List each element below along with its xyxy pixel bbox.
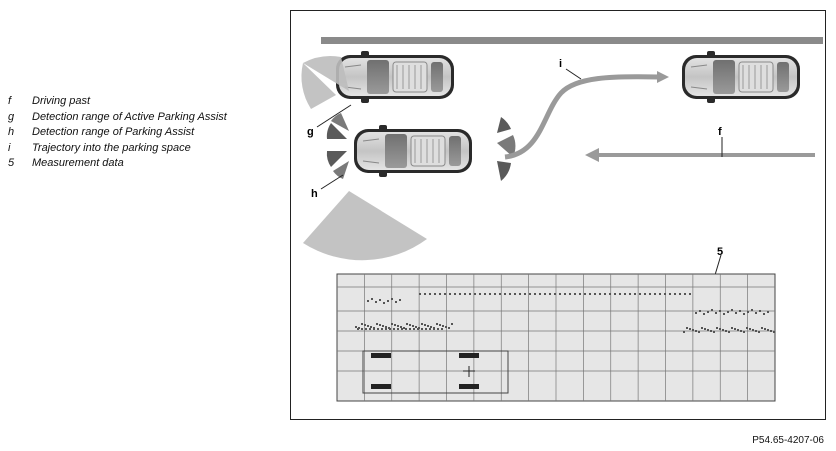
driving-past-arrow bbox=[585, 148, 599, 162]
label-5: 5 bbox=[717, 246, 724, 258]
measurement-point bbox=[654, 293, 656, 295]
measurement-point bbox=[405, 328, 407, 330]
measurement-point bbox=[469, 293, 471, 295]
measurement-point bbox=[424, 293, 426, 295]
measurement-point bbox=[711, 309, 713, 311]
measurement-point bbox=[759, 310, 761, 312]
measurement-point bbox=[433, 328, 435, 330]
measurement-point bbox=[731, 309, 733, 311]
measurement-point bbox=[434, 293, 436, 295]
measurement-point bbox=[361, 328, 363, 330]
measurement-point bbox=[604, 293, 606, 295]
leader-line-5 bbox=[715, 255, 721, 275]
active-car bbox=[354, 125, 472, 177]
measurement-point bbox=[695, 312, 697, 314]
legend-item-g bbox=[8, 110, 227, 126]
measurement-point bbox=[679, 293, 681, 295]
measurement-point bbox=[415, 326, 417, 328]
measurement-point bbox=[367, 300, 369, 302]
measurement-point bbox=[559, 293, 561, 295]
measurement-point bbox=[699, 310, 701, 312]
measurement-point bbox=[747, 311, 749, 313]
legend bbox=[8, 94, 227, 172]
measurement-point bbox=[644, 293, 646, 295]
measurement-point bbox=[439, 324, 441, 326]
measurement-point bbox=[695, 330, 697, 332]
measurement-point bbox=[382, 325, 384, 327]
measurement-point bbox=[761, 327, 763, 329]
measurement-point bbox=[707, 329, 709, 331]
measurement-point bbox=[698, 331, 700, 333]
measurement-point bbox=[409, 324, 411, 326]
measurement-point bbox=[704, 328, 706, 330]
measurement-point bbox=[381, 328, 383, 330]
label-f: f bbox=[718, 126, 722, 138]
measurement-point bbox=[692, 329, 694, 331]
curb bbox=[321, 37, 823, 44]
measurement-point bbox=[417, 328, 419, 330]
measurement-point bbox=[401, 328, 403, 330]
legend-key: f bbox=[8, 95, 12, 107]
leader-line-h bbox=[321, 175, 343, 189]
measurement-point bbox=[389, 328, 391, 330]
measurement-point bbox=[713, 331, 715, 333]
measurement-point bbox=[715, 312, 717, 314]
measurement-point bbox=[427, 325, 429, 327]
measurement-point bbox=[684, 293, 686, 295]
label-g: g bbox=[307, 126, 314, 138]
measurement-point bbox=[464, 293, 466, 295]
measurement-point bbox=[385, 328, 387, 330]
measurement-point bbox=[746, 327, 748, 329]
measurement-point bbox=[437, 328, 439, 330]
measurement-point bbox=[394, 324, 396, 326]
measurement-point bbox=[599, 293, 601, 295]
measurement-point bbox=[544, 293, 546, 295]
measurement-point bbox=[395, 301, 397, 303]
legend-text: Driving past bbox=[32, 95, 91, 107]
measurement-point bbox=[499, 293, 501, 295]
measurement-point bbox=[397, 328, 399, 330]
measurement-point bbox=[649, 293, 651, 295]
measurement-point bbox=[758, 331, 760, 333]
measurement-point bbox=[413, 328, 415, 330]
measurement-point bbox=[361, 323, 363, 325]
measurement-point bbox=[534, 293, 536, 295]
legend-key: i bbox=[8, 141, 11, 154]
measurement-point bbox=[424, 324, 426, 326]
parking-illustration bbox=[291, 11, 826, 420]
trajectory-arrow bbox=[657, 71, 669, 83]
measurement-point bbox=[554, 293, 556, 295]
measurement-point bbox=[629, 293, 631, 295]
parked-car-rear bbox=[682, 51, 800, 103]
measurement-point bbox=[383, 302, 385, 304]
legend-item-h bbox=[8, 125, 227, 141]
measurement-point bbox=[406, 323, 408, 325]
measurement-point bbox=[421, 323, 423, 325]
detection-range-g-lower bbox=[303, 191, 427, 260]
measurement-point bbox=[743, 331, 745, 333]
measurement-point bbox=[767, 311, 769, 313]
measurement-point bbox=[367, 325, 369, 327]
measurement-point bbox=[609, 293, 611, 295]
measurement-point bbox=[445, 326, 447, 328]
wheel-marker bbox=[371, 384, 391, 389]
measurement-point bbox=[584, 293, 586, 295]
measurement-point bbox=[725, 330, 727, 332]
measurement-point bbox=[393, 328, 395, 330]
measurement-point bbox=[419, 293, 421, 295]
measurement-point bbox=[429, 328, 431, 330]
legend-text: Detection range of Parking Assist bbox=[32, 126, 195, 138]
measurement-point bbox=[735, 312, 737, 314]
measurement-point bbox=[686, 327, 688, 329]
measurement-point bbox=[624, 293, 626, 295]
measurement-point bbox=[379, 324, 381, 326]
measurement-point bbox=[400, 326, 402, 328]
measurement-point bbox=[589, 293, 591, 295]
measurement-point bbox=[737, 329, 739, 331]
measurement-point bbox=[539, 293, 541, 295]
measurement-point bbox=[659, 293, 661, 295]
measurement-point bbox=[749, 328, 751, 330]
measurement-point bbox=[689, 328, 691, 330]
measurement-point bbox=[569, 293, 571, 295]
measurement-point bbox=[391, 323, 393, 325]
measurement-point bbox=[773, 331, 775, 333]
measurement-point bbox=[701, 327, 703, 329]
measurement-point bbox=[371, 298, 373, 300]
measurement-point bbox=[376, 323, 378, 325]
measurement-point bbox=[703, 313, 705, 315]
wheel-marker bbox=[459, 384, 479, 389]
measurement-point bbox=[397, 325, 399, 327]
measurement-point bbox=[454, 293, 456, 295]
measurement-point bbox=[369, 328, 371, 330]
measurement-point bbox=[549, 293, 551, 295]
measurement-point bbox=[519, 293, 521, 295]
legend-text: Detection range of Active Parking Assist bbox=[32, 110, 227, 123]
measurement-point bbox=[524, 293, 526, 295]
measurement-point bbox=[719, 310, 721, 312]
parked-car-front bbox=[336, 51, 454, 103]
figure-id: P54.65-4207-06 bbox=[752, 435, 824, 446]
measurement-point bbox=[421, 328, 423, 330]
measurement-point bbox=[664, 293, 666, 295]
measurement-point bbox=[391, 298, 393, 300]
label-i: i bbox=[559, 58, 563, 70]
measurement-point bbox=[529, 293, 531, 295]
measurement-point bbox=[459, 293, 461, 295]
measurement-point bbox=[683, 331, 685, 333]
measurement-point bbox=[614, 293, 616, 295]
measurement-point bbox=[425, 328, 427, 330]
measurement-point bbox=[764, 328, 766, 330]
measurement-point bbox=[509, 293, 511, 295]
measurement-point bbox=[669, 293, 671, 295]
measurement-point bbox=[451, 323, 453, 325]
measurement-point bbox=[494, 293, 496, 295]
measurement-point bbox=[734, 328, 736, 330]
measurement-point bbox=[441, 328, 443, 330]
measurement-point bbox=[370, 326, 372, 328]
legend-item-f bbox=[8, 94, 227, 110]
measurement-point bbox=[489, 293, 491, 295]
measurement-point bbox=[752, 329, 754, 331]
measurement-point bbox=[743, 313, 745, 315]
measurement-point bbox=[355, 326, 357, 328]
measurement-point bbox=[429, 293, 431, 295]
measurement-point bbox=[739, 310, 741, 312]
measurement-point bbox=[755, 312, 757, 314]
measurement-point bbox=[412, 325, 414, 327]
measurement-point bbox=[770, 330, 772, 332]
measurement-point bbox=[728, 331, 730, 333]
measurement-point bbox=[719, 328, 721, 330]
measurement-point bbox=[767, 329, 769, 331]
measurement-point bbox=[707, 311, 709, 313]
measurement-point bbox=[674, 293, 676, 295]
wheel-marker bbox=[459, 353, 479, 358]
legend-text: Trajectory into the parking space bbox=[32, 141, 191, 154]
measurement-point bbox=[484, 293, 486, 295]
measurement-point bbox=[594, 293, 596, 295]
measurement-point bbox=[439, 293, 441, 295]
measurement-point bbox=[751, 309, 753, 311]
measurement-point bbox=[727, 311, 729, 313]
measurement-point bbox=[579, 293, 581, 295]
measurement-point bbox=[399, 299, 401, 301]
measurement-point bbox=[755, 330, 757, 332]
measurement-point bbox=[375, 301, 377, 303]
measurement-point bbox=[574, 293, 576, 295]
measurement-point bbox=[409, 328, 411, 330]
legend-key: h bbox=[8, 126, 15, 138]
wheel-marker bbox=[371, 353, 391, 358]
measurement-point bbox=[716, 327, 718, 329]
measurement-point bbox=[385, 326, 387, 328]
legend-item-5 bbox=[8, 156, 227, 172]
trajectory-line bbox=[505, 77, 659, 157]
measurement-point bbox=[365, 328, 367, 330]
label-h: h bbox=[311, 188, 318, 200]
measurement-point bbox=[723, 313, 725, 315]
measurement-point bbox=[430, 326, 432, 328]
measurement-point bbox=[364, 324, 366, 326]
measurement-point bbox=[444, 293, 446, 295]
leader-line-i bbox=[566, 69, 581, 79]
measurement-point bbox=[479, 293, 481, 295]
legend-item-i bbox=[8, 141, 227, 157]
measurement-point bbox=[449, 293, 451, 295]
measurement-point bbox=[619, 293, 621, 295]
measurement-point bbox=[448, 327, 450, 329]
measurement-point bbox=[564, 293, 566, 295]
measurement-point bbox=[474, 293, 476, 295]
measurement-data-panel bbox=[337, 274, 775, 401]
measurement-point bbox=[514, 293, 516, 295]
measurement-point bbox=[504, 293, 506, 295]
measurement-point bbox=[763, 313, 765, 315]
measurement-point bbox=[387, 300, 389, 302]
measurement-point bbox=[379, 299, 381, 301]
measurement-point bbox=[442, 325, 444, 327]
measurement-point bbox=[373, 328, 375, 330]
measurement-point bbox=[689, 293, 691, 295]
leader-line-g bbox=[317, 105, 351, 127]
measurement-point bbox=[722, 329, 724, 331]
measurement-point bbox=[731, 327, 733, 329]
measurement-point bbox=[634, 293, 636, 295]
measurement-point bbox=[403, 327, 405, 329]
legend-key: g bbox=[8, 110, 15, 123]
measurement-point bbox=[357, 328, 359, 330]
parking-diagram bbox=[290, 10, 826, 420]
measurement-point bbox=[377, 328, 379, 330]
measurement-point bbox=[639, 293, 641, 295]
legend-text: Measurement data bbox=[32, 157, 124, 169]
legend-key: 5 bbox=[8, 157, 15, 169]
measurement-point bbox=[740, 330, 742, 332]
measurement-point bbox=[710, 330, 712, 332]
measurement-point bbox=[436, 323, 438, 325]
